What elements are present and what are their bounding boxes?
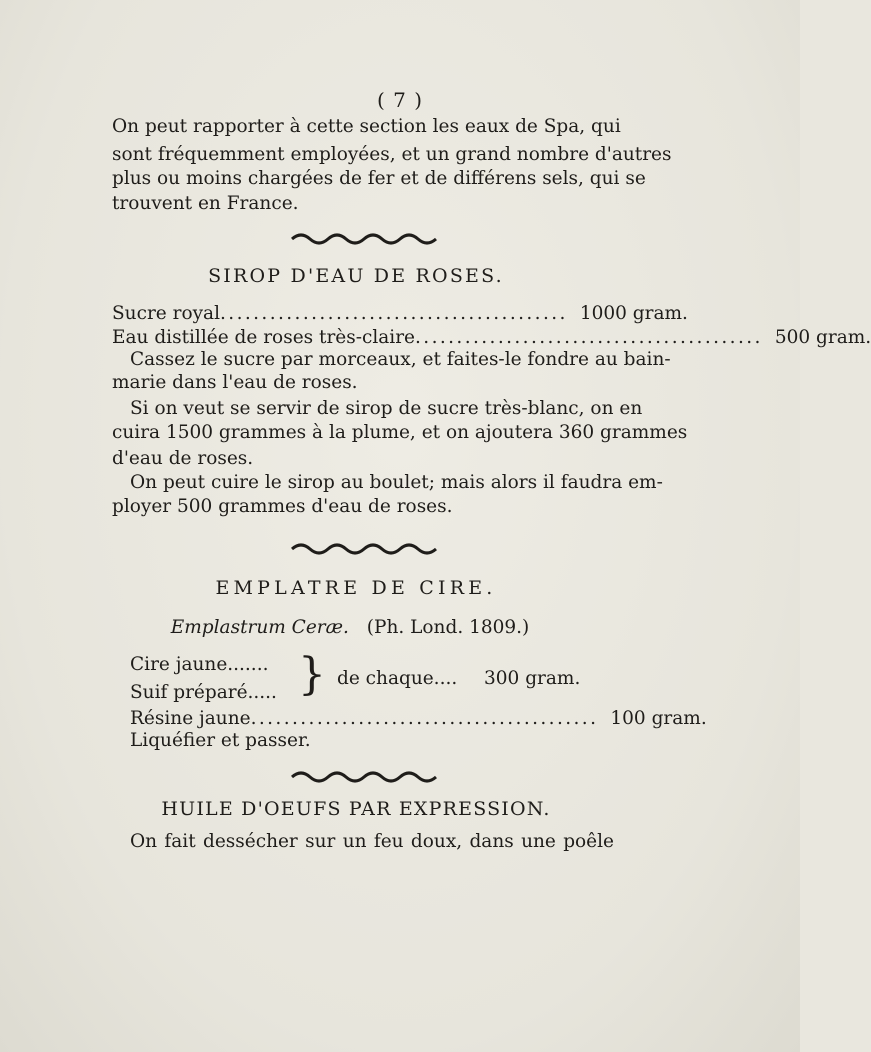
paragraph-line: Si on veut se servir de sirop de sucre très-blanc, on en — [130, 398, 643, 419]
dot-leader: .......................................... — [220, 303, 568, 324]
ingredient-row — [130, 708, 707, 729]
latin-subtitle — [0, 617, 700, 638]
section-title: EMPLATRE DE CIRE. — [215, 577, 497, 599]
paragraph-line: d'eau de roses. — [112, 448, 254, 469]
page-number: ( 7 ) — [376, 88, 424, 112]
ingredient-name: Cire jaune....... — [130, 654, 269, 675]
ornament-divider — [290, 769, 435, 783]
ingredient-name: Suif préparé..... — [130, 682, 277, 703]
shared-qty-label: de chaque.... — [337, 668, 458, 689]
section-title: HUILE D'OEUFS PAR EXPRESSION. — [161, 798, 551, 820]
paragraph-line: On fait dessécher sur un feu doux, dans une poêle — [130, 831, 614, 852]
shared-qty: 300 gram. — [484, 668, 581, 689]
intro-line-4: trouvent en France. — [112, 193, 299, 214]
ingredient-name: Sucre royal — [112, 303, 221, 324]
paragraph-line: marie dans l'eau de roses. — [112, 372, 358, 393]
dot-leader: .......................................... — [415, 327, 763, 348]
ingredient-qty: 500 gram. — [774, 327, 871, 348]
instruction: Liquéfier et passer. — [130, 730, 311, 751]
paragraph-line: cuira 1500 grammes à la plume, et on ajoutera 360 grammes — [112, 422, 688, 443]
ingredient-name: Eau distillée de roses très-claire — [112, 327, 416, 348]
intro-line-2: sont fréquemment employées, et un grand nombre d'autres — [112, 144, 672, 165]
paragraph-line: ployer 500 grammes d'eau de roses. — [112, 496, 453, 517]
ingredient-qty: 100 gram. — [610, 708, 707, 729]
brace-symbol: } — [298, 649, 326, 700]
latin-name: Emplastrum Ceræ. — [170, 617, 349, 638]
intro-line-3: plus ou moins chargées de fer et de différens sels, qui se — [112, 168, 646, 189]
ornament-divider — [290, 231, 435, 245]
section-title: SIROP D'EAU DE ROSES. — [208, 265, 504, 287]
ornament-divider — [290, 541, 435, 555]
ingredient-qty: 1000 gram. — [579, 303, 688, 324]
intro-line-1: On peut rapporter à cette section les eaux de Spa, qui — [112, 116, 621, 137]
dot-leader: .......................................... — [250, 708, 599, 729]
ingredient-row — [112, 327, 871, 348]
paragraph-line: On peut cuire le sirop au boulet; mais alors il faudra em- — [130, 472, 663, 493]
ingredient-name: Résine jaune — [130, 708, 251, 729]
pharmacopoeia-ref: (Ph. Lond. 1809.) — [366, 617, 530, 638]
ingredient-row — [112, 303, 688, 324]
paragraph-line: Cassez le sucre par morceaux, et faites-le fondre au bain- — [130, 349, 671, 370]
